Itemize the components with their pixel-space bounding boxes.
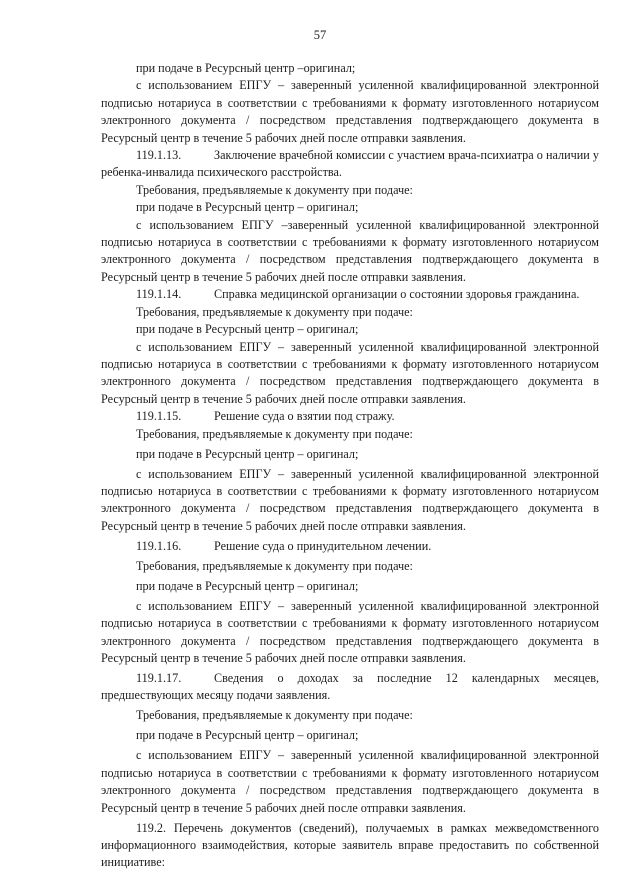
clause-paragraph [101,538,599,555]
paragraph [101,598,599,668]
paragraph-text: Решение суда о взятии под стражу. [214,409,395,424]
clause-paragraph [101,147,599,182]
paragraph [101,339,599,409]
clause-number: 119.1.15. [136,409,182,424]
paragraph-text: при подаче в Ресурсный центр – оригинал; [136,446,359,461]
paragraph-text: с использованием ЕПГУ – заверенный усиленной квалифицированной электронной подписью нотариуса в соответствии с требованиями к формату изготовленного нотариусом электронного документа / посредством представления подтверждающего документа в Ресурсный центр в течение 5 рабочих дней после отправки заявления. [101,598,599,665]
paragraph-text: с использованием ЕПГУ – заверенный усиленной квалифицированной электронной подписью нотариуса в соответствии с требованиями к формату изготовленного нотариусом электронного документа / посредством представления подтверждающего документа в Ресурсный центр в течение 5 рабочих дней после отправки заявления. [101,78,599,145]
paragraph-text: с использованием ЕПГУ – заверенный усиленной квалифицированной электронной подписью нотариуса в соответствии с требованиями к формату изготовленного нотариусом электронного документа / посредством представления подтверждающего документа в Ресурсный центр в течение 5 рабочих дней после отправки заявления. [101,339,599,406]
paragraph-text: Справка медицинской организации о состоянии здоровья гражданина. [214,287,580,302]
clause-number: 119.1.13. [136,148,182,163]
clause-paragraph [101,670,599,705]
paragraph [101,578,599,595]
paragraph [101,707,599,724]
paragraph-text: с использованием ЕПГУ –заверенный усиленной квалифицированной электронной подписью нотариуса в соответствии с требованиями к формату изготовленного нотариусом электронного документа / посредством представления подтверждающего документа в Ресурсный центр в течение 5 рабочих дней после отправки заявления. [101,217,599,284]
clause-paragraph [101,408,599,425]
paragraph [101,182,599,199]
paragraph-text: при подаче в Ресурсный центр –оригинал; [136,61,356,75]
clause-number: 119.1.14. [136,287,182,302]
paragraph-text: Требования, предъявляемые к документу при подаче: [136,304,413,319]
page-number: 57 [313,28,327,42]
paragraph-text: с использованием ЕПГУ – заверенный усиленной квалифицированной электронной подписью нотариуса в соответствии с требованиями к формату изготовленного нотариусом электронного документа / посредством представления подтверждающего документа в Ресурсный центр в течение 5 рабочих дней после отправки заявления. [101,748,599,815]
paragraph-text: Решение суда о принудительном лечении. [214,538,432,553]
paragraph-text: Сведения о доходах за последние 12 календарных месяцев, предшествующих месяцу подачи заявления. [101,670,599,703]
paragraph-text: Заключение врачебной комиссии с участием врача-психиатра о наличии у ребенка-инвалида психического расстройства. [101,148,599,180]
paragraph [101,60,599,77]
document-body [101,60,599,872]
paragraph-text: при подаче в Ресурсный центр – оригинал; [136,578,359,593]
paragraph [101,426,599,443]
paragraph [101,446,599,463]
paragraph-text: при подаче в Ресурсный центр – оригинал; [136,728,359,743]
paragraph [101,466,599,536]
paragraph [101,558,599,575]
paragraph-text: при подаче в Ресурсный центр – оригинал; [136,322,359,337]
paragraph [101,747,599,817]
paragraph [101,199,599,216]
paragraph-text: при подаче в Ресурсный центр – оригинал; [136,200,359,215]
clause-paragraph [101,286,599,303]
paragraph [101,217,599,287]
paragraph-text: Требования, предъявляемые к документу при подаче: [136,426,413,441]
paragraph [101,321,599,338]
clause-number: 119.1.16. [136,538,182,553]
paragraph [101,727,599,744]
paragraph-text: Требования, предъявляемые к документу при подаче: [136,708,413,723]
paragraph-text: Требования, предъявляемые к документу при подаче: [136,558,413,573]
paragraph-text: Требования, предъявляемые к документу при подаче: [136,182,413,197]
paragraph-text: с использованием ЕПГУ – заверенный усиленной квалифицированной электронной подписью нотариуса в соответствии с требованиями к формату изготовленного нотариусом электронного документа / посредством представления подтверждающего документа в Ресурсный центр в течение 5 рабочих дней после отправки заявления. [101,466,599,533]
paragraph [101,304,599,321]
paragraph [101,820,599,872]
clause-number: 119.1.17. [136,670,182,685]
paragraph [101,77,599,147]
paragraph-text: 119.2. Перечень документов (сведений), получаемых в рамках межведомственного информационного взаимодействия, которые заявитель вправе предоставить по собственной инициативе: [101,820,599,870]
